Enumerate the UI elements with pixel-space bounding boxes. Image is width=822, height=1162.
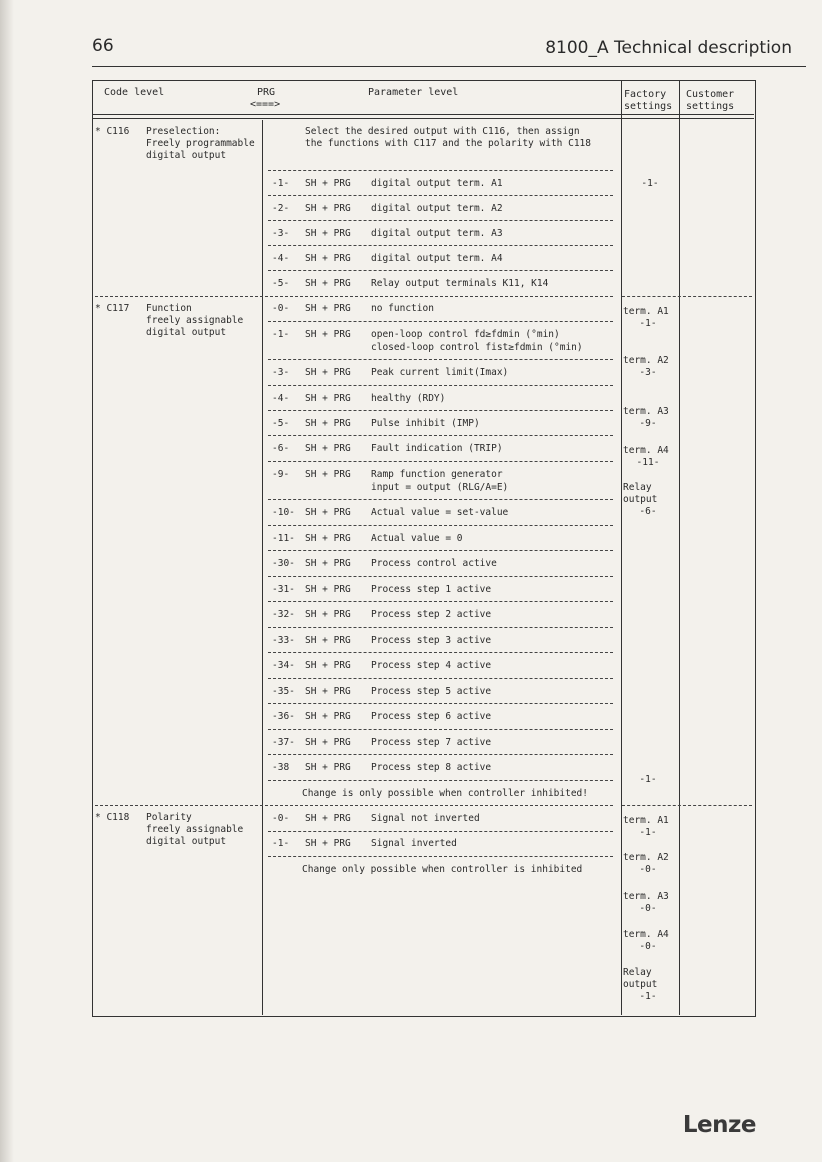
c118-factory: term. A3 <box>623 891 669 902</box>
column-header-parameter: Parameter level <box>368 87 459 98</box>
section-divider <box>95 805 613 806</box>
c117-row-text: Ramp function generator <box>371 469 503 480</box>
section-divider <box>95 296 613 297</box>
column-header-customer: Customer <box>686 89 735 100</box>
header-rule <box>92 66 806 67</box>
c117-row-text: Process control active <box>371 558 497 569</box>
page-number: 66 <box>92 36 114 56</box>
c116-row-5-text: Relay output terminals K11, K14 <box>371 278 549 289</box>
c117-desc-3: digital output <box>146 327 227 338</box>
c117-factory: output <box>623 494 658 505</box>
row-divider <box>268 856 613 857</box>
c117-row-key: SH + PRG <box>305 635 351 646</box>
c118-factory: term. A4 <box>623 929 669 940</box>
c116-row-4-num: -4- <box>272 253 290 264</box>
column-header-prg: PRG <box>257 87 276 98</box>
row-divider <box>268 601 613 602</box>
c117-row-num: -10- <box>272 507 295 518</box>
c117-row-key: SH + PRG <box>305 762 351 773</box>
c117-row-num: -30- <box>272 558 295 569</box>
c118-desc-1: Polarity <box>146 812 192 823</box>
c117-row-key: SH + PRG <box>305 329 351 340</box>
c117-row-text: Process step 5 active <box>371 686 492 697</box>
c116-row-1-key: SH + PRG <box>305 178 351 189</box>
row-divider <box>268 703 613 704</box>
c117-row-text: Process step 7 active <box>371 737 492 748</box>
c118-row-key: SH + PRG <box>305 813 351 824</box>
row-divider <box>268 576 613 577</box>
c117-row-text: Peak current limit(Imax) <box>371 367 509 378</box>
row-divider <box>268 410 613 411</box>
c117-row-key: SH + PRG <box>305 367 351 378</box>
section-divider-right <box>622 296 752 297</box>
c118-factory: output <box>623 979 658 990</box>
c117-row-num: -5- <box>272 418 290 429</box>
c117-row-key: SH + PRG <box>305 660 351 671</box>
row-divider <box>268 461 613 462</box>
c116-row-5-num: -5- <box>272 278 290 289</box>
c117-row-key: SH + PRG <box>305 469 351 480</box>
c118-desc-2: freely assignable <box>146 824 244 835</box>
c117-row-key: SH + PRG <box>305 584 351 595</box>
c117-row-text: Process step 8 active <box>371 762 492 773</box>
c118-desc-3: digital output <box>146 836 227 847</box>
row-divider <box>268 550 613 551</box>
c117-row-key: SH + PRG <box>305 443 351 454</box>
lenze-logo: Lenze <box>682 1112 756 1138</box>
row-divider <box>268 729 613 730</box>
row-divider <box>268 780 613 781</box>
c117-factory: -9- <box>639 418 657 429</box>
c117-factory: -1- <box>639 774 657 785</box>
c117-desc-1: Function <box>146 303 192 314</box>
row-divider <box>268 170 613 171</box>
row-divider <box>268 321 613 322</box>
document-title: 8100_A Technical description <box>545 38 792 58</box>
c117-row-key: SH + PRG <box>305 507 351 518</box>
c118-row-text: Signal inverted <box>371 838 457 849</box>
c117-row-text: no function <box>371 303 434 314</box>
c117-row-num: -3- <box>272 367 290 378</box>
column-header-prg-arrow: <===> <box>250 99 281 110</box>
c117-row-text: Process step 2 active <box>371 609 492 620</box>
c117-factory: -1- <box>639 318 657 329</box>
c118-row-num: -0- <box>272 813 290 824</box>
row-divider <box>268 270 613 271</box>
c118-factory: term. A2 <box>623 852 669 863</box>
section-divider-right <box>622 805 752 806</box>
c117-row-text: Pulse inhibit (IMP) <box>371 418 480 429</box>
c117-row-text: open-loop control fd≥fdmin (°min) <box>371 329 560 340</box>
c116-row-2-num: -2- <box>272 203 290 214</box>
c117-row-text: Process step 1 active <box>371 584 492 595</box>
c117-row-text: healthy (RDY) <box>371 393 446 404</box>
c118-factory: -1- <box>639 827 657 838</box>
c117-row-num: -31- <box>272 584 295 595</box>
c116-row-3-key: SH + PRG <box>305 228 351 239</box>
code-c117: * C117 <box>95 303 130 314</box>
c116-row-4-text: digital output term. A4 <box>371 253 503 264</box>
c116-row-2-key: SH + PRG <box>305 203 351 214</box>
c117-row-text: Actual value = set-value <box>371 507 509 518</box>
row-divider <box>268 525 613 526</box>
c117-row-num: -36- <box>272 711 295 722</box>
column-header-factory: Factory <box>624 89 667 100</box>
c117-row-key: SH + PRG <box>305 737 351 748</box>
c117-row-text: Process step 3 active <box>371 635 492 646</box>
c117-row-num: -37- <box>272 737 295 748</box>
c116-row-1-num: -1- <box>272 178 290 189</box>
header-row-rule-2 <box>92 118 754 119</box>
code-c116: * C116 <box>95 126 130 137</box>
c117-row-num: -11- <box>272 533 295 544</box>
c116-factory: -1- <box>641 178 659 189</box>
c117-row-text-2: closed-loop control fist≥fdmin (°min) <box>371 342 583 353</box>
column-header-customer-2: settings <box>686 101 735 112</box>
c117-factory: term. A4 <box>623 445 669 456</box>
c118-factory: -0- <box>639 941 657 952</box>
row-divider <box>268 627 613 628</box>
c117-row-key: SH + PRG <box>305 303 351 314</box>
header-row-rule <box>92 114 754 115</box>
row-divider <box>268 831 613 832</box>
c117-row-text-2: input = output (RLG/A=E) <box>371 482 509 493</box>
c117-row-key: SH + PRG <box>305 558 351 569</box>
c116-row-3-text: digital output term. A3 <box>371 228 503 239</box>
c117-factory: term. A3 <box>623 406 669 417</box>
c117-factory: -3- <box>639 367 657 378</box>
row-divider <box>268 195 613 196</box>
row-divider <box>268 220 613 221</box>
c117-row-key: SH + PRG <box>305 711 351 722</box>
c118-row-text: Signal not inverted <box>371 813 480 824</box>
c117-desc-2: freely assignable <box>146 315 244 326</box>
c118-row-key: SH + PRG <box>305 838 351 849</box>
row-divider <box>268 359 613 360</box>
c116-row-3-num: -3- <box>272 228 290 239</box>
c117-row-num: -33- <box>272 635 295 646</box>
row-divider <box>268 385 613 386</box>
code-c118: * C118 <box>95 812 130 823</box>
c118-note: Change only possible when controller is inhibited <box>302 864 583 875</box>
c118-factory: -1- <box>639 991 657 1002</box>
c118-factory: -0- <box>639 903 657 914</box>
c118-factory: -0- <box>639 864 657 875</box>
c118-factory: term. A1 <box>623 815 669 826</box>
column-header-code: Code level <box>104 87 165 98</box>
c116-row-1-text: digital output term. A1 <box>371 178 503 189</box>
c116-desc-1: Preselection: <box>146 126 221 137</box>
c117-factory: -6- <box>639 506 657 517</box>
c117-row-num: -35- <box>272 686 295 697</box>
c117-row-text: Fault indication (TRIP) <box>371 443 503 454</box>
c116-row-5-key: SH + PRG <box>305 278 351 289</box>
c117-factory: term. A2 <box>623 355 669 366</box>
column-header-factory-2: settings <box>624 101 673 112</box>
c117-row-text: Actual value = 0 <box>371 533 463 544</box>
page-binding-shadow <box>0 0 14 1162</box>
c116-note-1: Select the desired output with C116, then assign <box>305 126 580 137</box>
row-divider <box>268 245 613 246</box>
c117-row-key: SH + PRG <box>305 533 351 544</box>
col-divider-customer <box>679 80 680 1015</box>
c117-row-num: -32- <box>272 609 295 620</box>
col-divider-code <box>262 120 263 1015</box>
c117-note: Change is only possible when controller inhibited! <box>302 788 588 799</box>
c116-desc-3: digital output <box>146 150 227 161</box>
c117-row-key: SH + PRG <box>305 609 351 620</box>
c117-factory: term. A1 <box>623 306 669 317</box>
c117-row-key: SH + PRG <box>305 393 351 404</box>
c116-note-2: the functions with C117 and the polarity with C118 <box>305 138 591 149</box>
c117-factory: -11- <box>636 457 660 468</box>
c117-row-text: Process step 6 active <box>371 711 492 722</box>
c117-row-key: SH + PRG <box>305 686 351 697</box>
c117-row-num: -34- <box>272 660 295 671</box>
c117-row-num: -4- <box>272 393 290 404</box>
c118-row-num: -1- <box>272 838 290 849</box>
c116-desc-2: Freely programmable <box>146 138 255 149</box>
row-divider <box>268 499 613 500</box>
c117-row-num: -9- <box>272 469 290 480</box>
c117-row-num: -0- <box>272 303 290 314</box>
row-divider <box>268 652 613 653</box>
c117-row-text: Process step 4 active <box>371 660 492 671</box>
c117-row-key: SH + PRG <box>305 418 351 429</box>
c116-row-4-key: SH + PRG <box>305 253 351 264</box>
c117-row-num: -1- <box>272 329 290 340</box>
row-divider <box>268 754 613 755</box>
c117-row-num: -6- <box>272 443 290 454</box>
c118-factory: Relay <box>623 967 652 978</box>
c117-row-num: -38 <box>272 762 290 773</box>
c116-row-2-text: digital output term. A2 <box>371 203 503 214</box>
row-divider <box>268 678 613 679</box>
row-divider <box>268 435 613 436</box>
c117-factory: Relay <box>623 482 652 493</box>
